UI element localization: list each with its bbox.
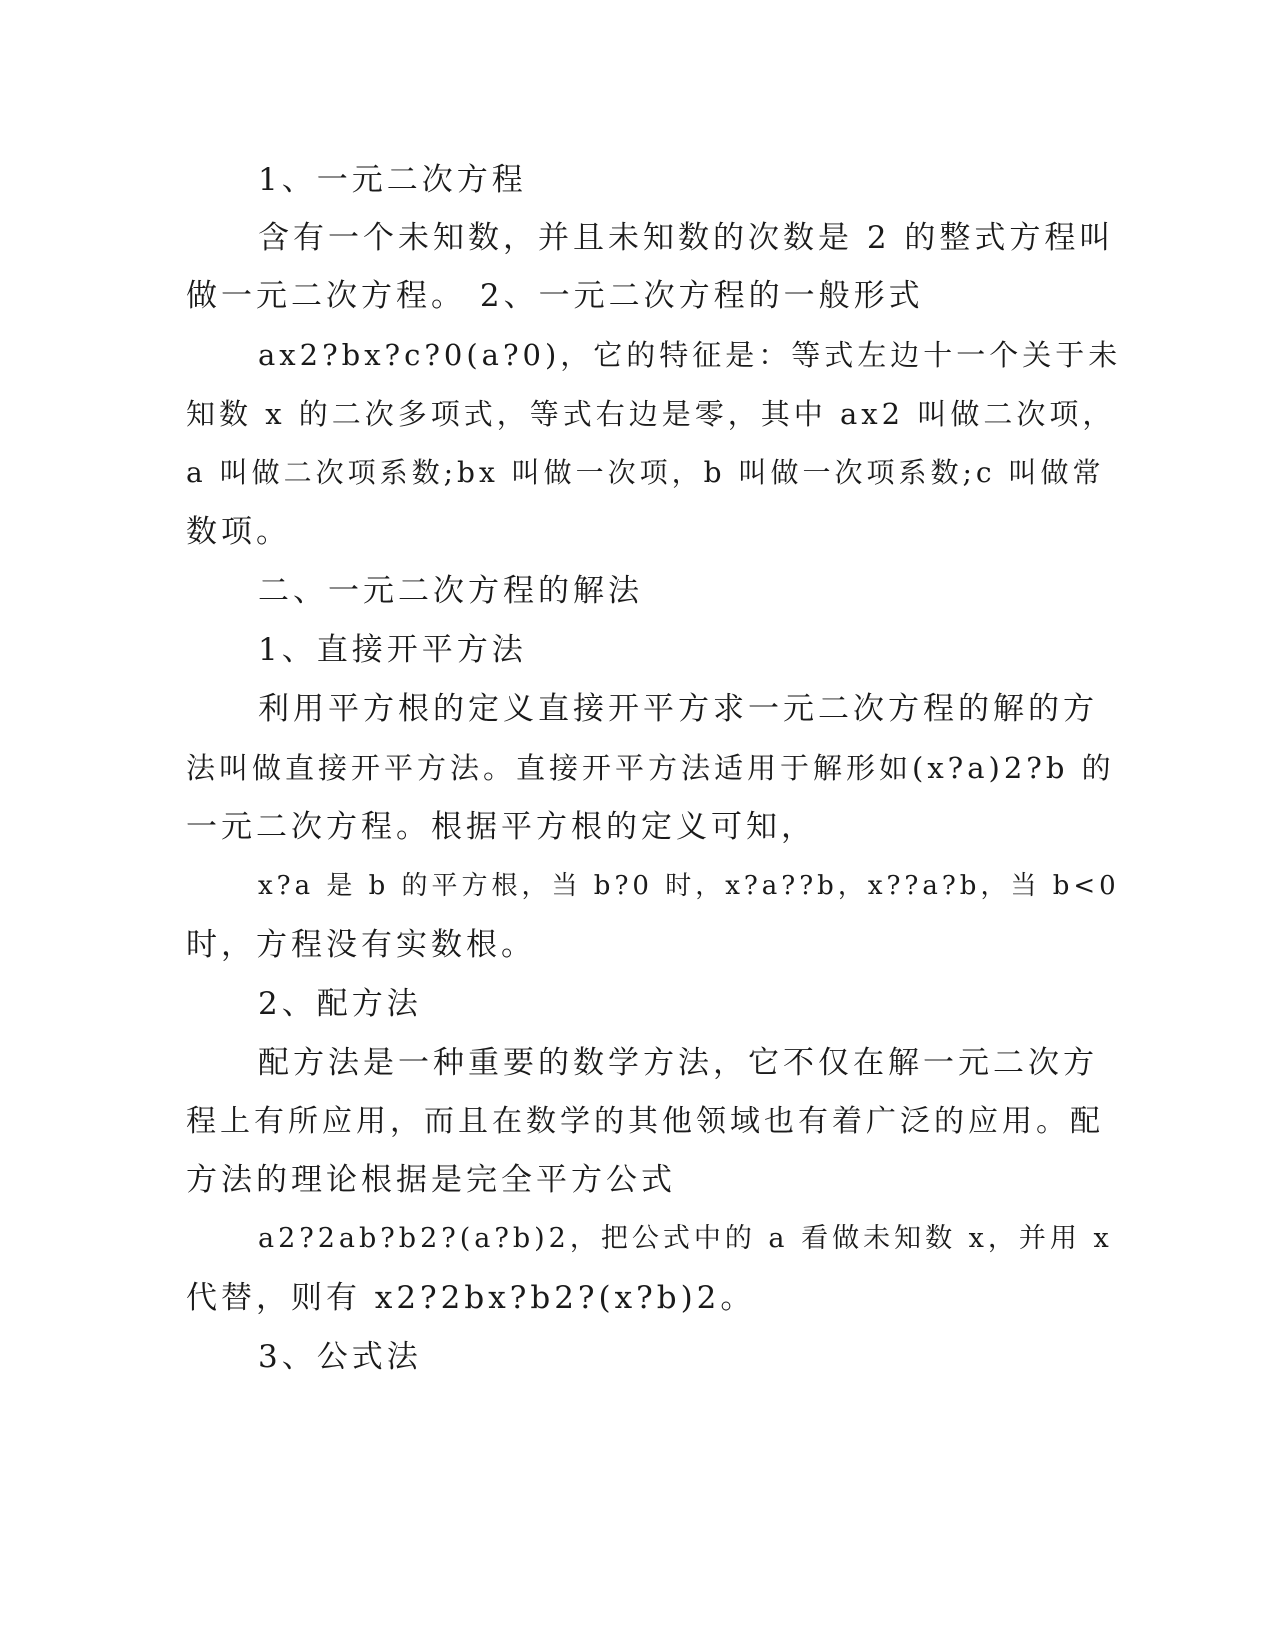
paragraph-line: a2?2ab?b2?(a?b)2，把公式中的 a 看做未知数 x，并用 x	[258, 1223, 1113, 1254]
paragraph-line: 法叫做直接开平方法。直接开平方法适用于解形如(x?a)2?b 的	[186, 751, 1115, 785]
heading-direct-square-root: 1、直接开平方法	[258, 632, 527, 668]
paragraph-line: 配方法是一种重要的数学方法，它不仅在解一元二次方	[258, 1045, 1098, 1081]
paragraph-line: 利用平方根的定义直接开平方求一元二次方程的解的方	[258, 691, 1098, 727]
paragraph-line: 时，方程没有实数根。	[186, 927, 536, 963]
paragraph-line: x?a 是 b 的平方根，当 b?0 时，x?a??b，x??a?b，当 b<0	[258, 871, 1120, 901]
heading-completing-square: 2、配方法	[258, 986, 422, 1022]
heading-formula-method: 3、公式法	[258, 1339, 422, 1375]
paragraph-line: 知数 x 的二次多项式，等式右边是零，其中 ax2 叫做二次项，	[186, 397, 1116, 431]
paragraph-line: 方法的理论根据是完全平方公式	[186, 1162, 676, 1198]
heading-quadratic-equation: 1、一元二次方程	[258, 162, 527, 198]
paragraph-line: 一元二次方程。根据平方根的定义可知，	[186, 809, 816, 845]
paragraph-line: 程上有所应用，而且在数学的其他领域也有着广泛的应用。配	[186, 1104, 1104, 1139]
paragraph-line: 代替，则有 x2?2bx?b2?(x?b)2。	[186, 1280, 756, 1316]
paragraph-line: 数项。	[186, 514, 291, 550]
paragraph-line: 做一元二次方程。 2、一元二次方程的一般形式	[186, 278, 924, 314]
paragraph-line: ax2?bx?c?0(a?0)，它的特征是：等式左边十一个关于未	[258, 338, 1122, 372]
heading-solution-methods: 二、一元二次方程的解法	[258, 573, 643, 609]
paragraph-line: a 叫做二次项系数;bx 叫做一次项，b 叫做一次项系数;c 叫做常	[186, 456, 1105, 489]
paragraph-line: 含有一个未知数，并且未知数的次数是 2 的整式方程叫	[258, 220, 1115, 256]
